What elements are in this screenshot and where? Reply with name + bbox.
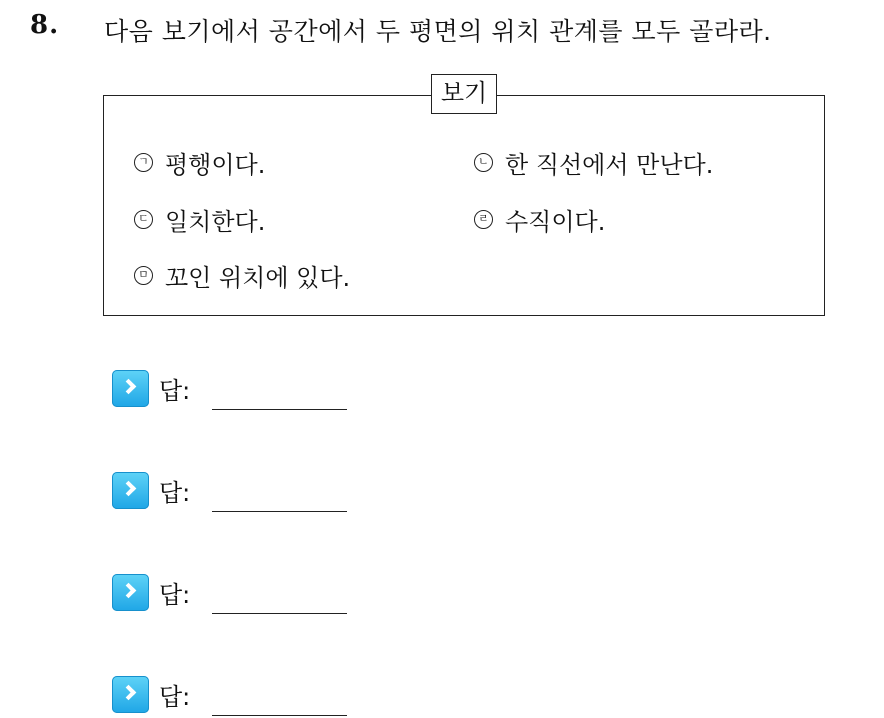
- answer-blank-3[interactable]: [212, 613, 347, 614]
- circled-marker-icon: ㄹ: [474, 210, 493, 229]
- answer-blank-2[interactable]: [212, 511, 347, 512]
- bogi-item-text: 평행이다.: [165, 151, 266, 179]
- circled-marker-icon: ㄴ: [474, 153, 493, 172]
- bogi-item-text: 일치한다.: [165, 208, 266, 236]
- bogi-item-2: [474, 145, 713, 180]
- bogi-item-3: [134, 202, 265, 237]
- circled-marker-icon: ㅁ: [134, 266, 153, 285]
- bogi-item-text: 한 직선에서 만난다.: [505, 151, 714, 179]
- answer-row-1: [112, 368, 190, 408]
- answer-row-2: [112, 470, 190, 510]
- answer-label: 답:: [159, 682, 191, 711]
- circled-marker-icon: ㄱ: [134, 153, 153, 172]
- bogi-item-text: 꼬인 위치에 있다.: [165, 264, 351, 292]
- bogi-item-5: [134, 258, 350, 293]
- circled-marker-icon: ㄷ: [134, 210, 153, 229]
- chevron-right-icon: [112, 370, 149, 407]
- question-number: 8.: [30, 10, 60, 40]
- chevron-right-icon: [112, 574, 149, 611]
- answer-blank-4[interactable]: [212, 715, 347, 716]
- bogi-item-text: 수직이다.: [505, 208, 606, 236]
- answer-blank-1[interactable]: [212, 409, 347, 410]
- chevron-right-icon: [112, 472, 149, 509]
- bogi-title: 보기: [431, 74, 497, 114]
- answer-label: 답:: [159, 580, 191, 609]
- answer-label: 답:: [159, 376, 191, 405]
- chevron-right-icon: [112, 676, 149, 713]
- bogi-item-4: [474, 202, 605, 237]
- answer-row-3: [112, 572, 190, 612]
- question-text: 다음 보기에서 공간에서 두 평면의 위치 관계를 모두 골라라.: [104, 17, 772, 46]
- bogi-item-1: [134, 145, 265, 180]
- answer-label: 답:: [159, 478, 191, 507]
- answer-row-4: [112, 674, 190, 714]
